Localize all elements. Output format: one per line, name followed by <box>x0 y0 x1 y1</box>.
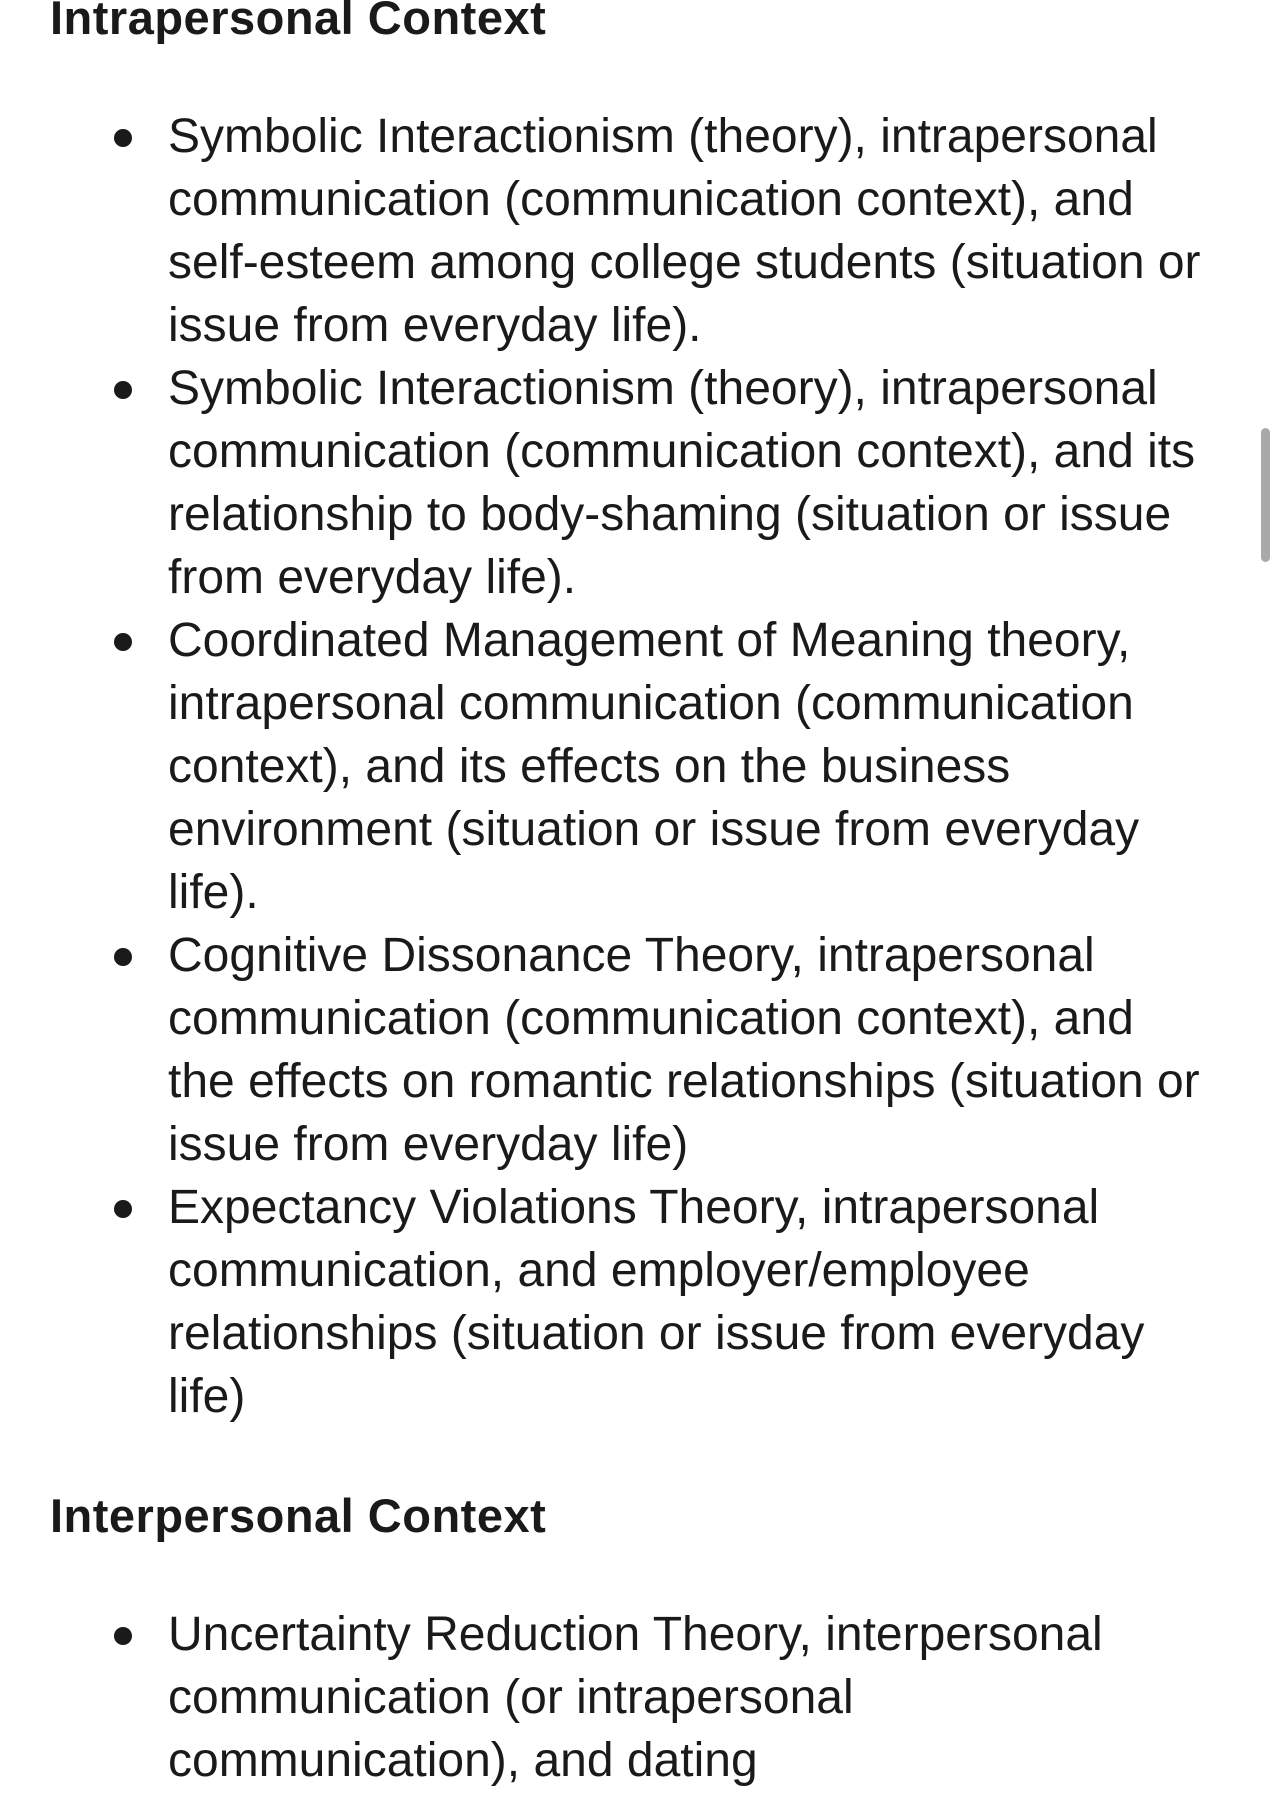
section-heading-interpersonal: Interpersonal Context <box>50 1489 547 1542</box>
list-item <box>0 924 1230 1176</box>
bullet-icon <box>114 1200 132 1218</box>
section-heading-intrapersonal: Intrapersonal Context <box>50 0 547 44</box>
list-item-text: Cognitive Dissonance Theory, intrapersonal communication (communication context), and the effects on romantic relationships (situation or issue from everyday life) <box>168 929 1200 1171</box>
bullet-icon <box>114 633 132 651</box>
list-item <box>0 1176 1230 1428</box>
list-item-text: Expectancy Violations Theory, intrapersonal communication, and employer/employee relationships (situation or issue from everyday life) <box>168 1181 1145 1423</box>
list-item-text: Coordinated Management of Meaning theory, intrapersonal communication (communication context), and its effects on the business environment (situation or issue from everyday life). <box>168 614 1140 919</box>
bullet-icon <box>114 948 132 966</box>
bullet-icon <box>114 129 132 147</box>
topic-list-interpersonal <box>0 1603 1230 1792</box>
list-item <box>0 1603 1230 1792</box>
list-item <box>0 105 1230 357</box>
list-item-text: Symbolic Interactionism (theory), intrapersonal communication (communication context), and self-esteem among college students (situation or issue from everyday life). <box>168 110 1201 352</box>
list-item-text: Uncertainty Reduction Theory, interpersonal communication (or intrapersonal communication), and dating <box>168 1608 1103 1787</box>
list-item <box>0 357 1230 609</box>
bullet-icon <box>114 381 132 399</box>
vertical-scrollbar[interactable] <box>1261 428 1270 562</box>
list-item-text: Symbolic Interactionism (theory), intrapersonal communication (communication context), and its relationship to body-shaming (situation or issue from everyday life). <box>168 362 1196 604</box>
list-item <box>0 609 1230 924</box>
bullet-icon <box>114 1627 132 1645</box>
topic-list-intrapersonal <box>0 105 1230 1428</box>
